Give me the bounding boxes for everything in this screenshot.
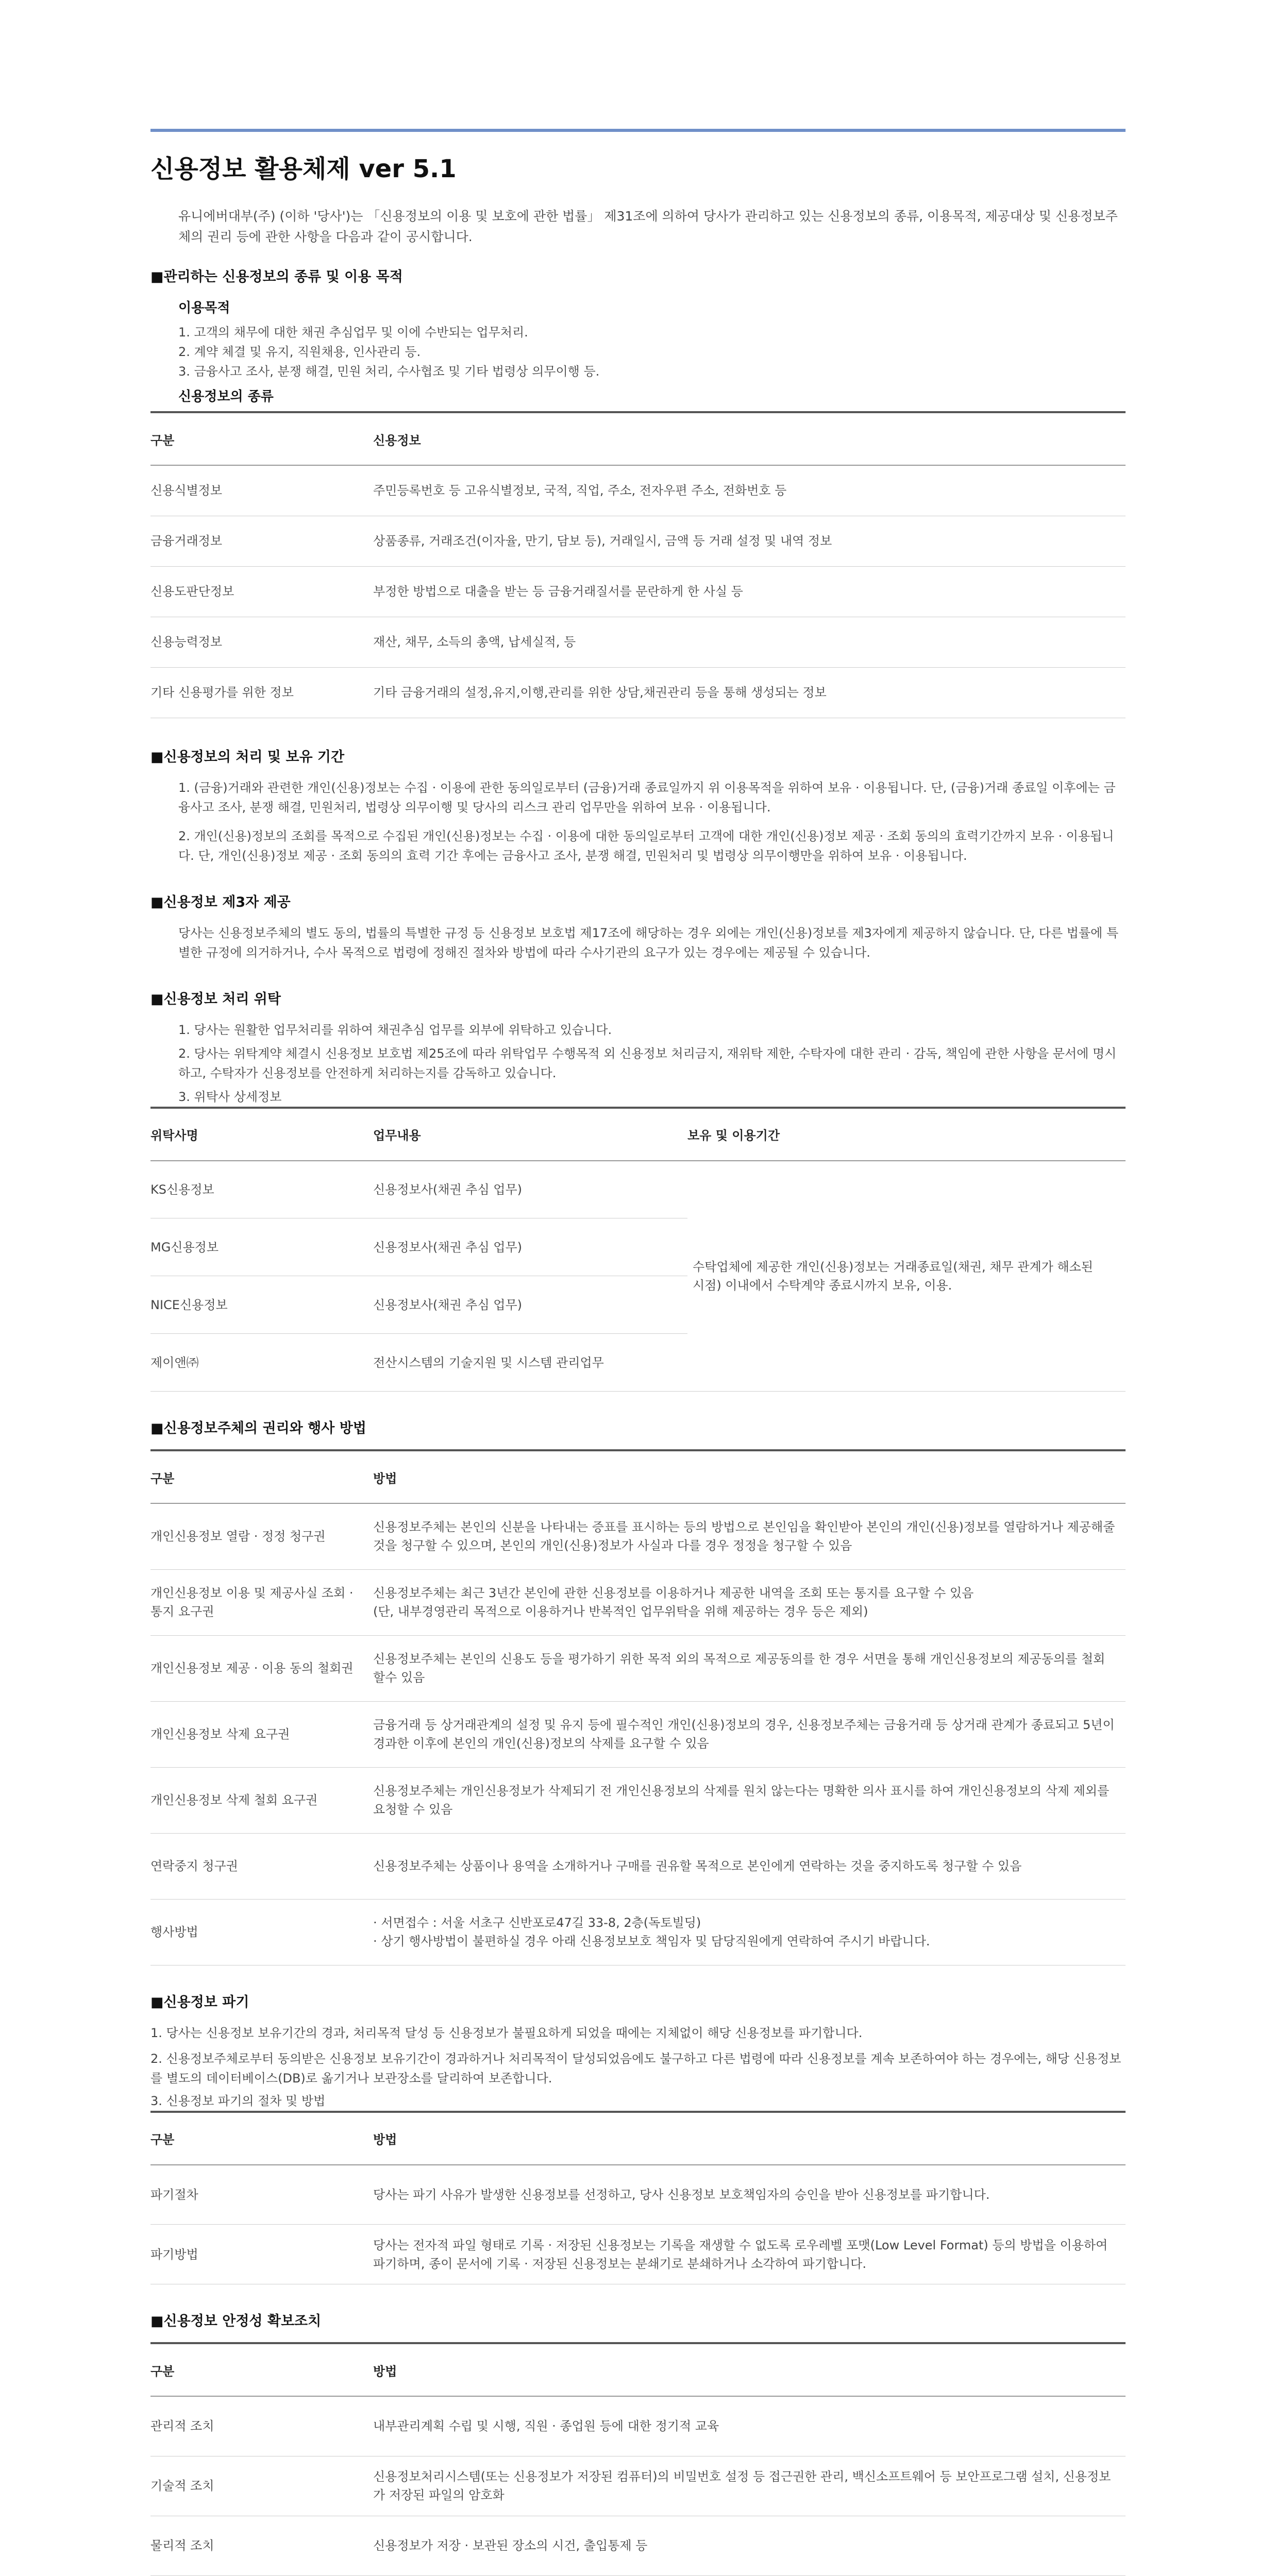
table-header: 구분 bbox=[150, 412, 373, 465]
table-cell: 당사는 전자적 파일 형태로 기록 · 저장된 신용정보는 기록을 재생할 수 없도록 로우레벨 포맷(Low Level Format) 등의 방법을 이용하여 파기하며, 종이 문서에 기록 · 저장된 신용정보는 분쇄기로 분쇄하거나 소각하여 파기합니다. bbox=[373, 2225, 1126, 2284]
security-table bbox=[150, 2342, 1126, 2576]
table-row bbox=[150, 1767, 1126, 1833]
table-row bbox=[150, 2225, 1126, 2284]
section-heading-rights: ■신용정보주체의 권리와 행사 방법 bbox=[150, 1420, 366, 1436]
table-cell: 신용정보주체는 상품이나 용역을 소개하거나 구매를 권유할 목적으로 본인에게 연락하는 것을 중지하도록 청구할 수 있음 bbox=[373, 1833, 1126, 1899]
table-cell: 물리적 조치 bbox=[150, 2516, 373, 2575]
table-header: 방법 bbox=[373, 1450, 1126, 1503]
table-cell: 신용정보처리시스템(또는 신용정보가 저장된 컴퓨터)의 비밀번호 설정 등 접근권한 관리, 백신소프트웨어 등 보안프로그램 설치, 신용정보가 저장된 파일의 암호화 bbox=[373, 2456, 1126, 2516]
table-cell: 신용정보주체는 본인의 신분을 나타내는 증표를 표시하는 등의 방법으로 본인임을 확인받아 본인의 개인(신용)정보를 열람하거나 제공해줄 것을 청구할 수 있으며, 본인의 개인(신용)정보가 사실과 다를 경우 정정을 청구할 수 있음 bbox=[373, 1503, 1126, 1569]
policy-page bbox=[150, 129, 1126, 2576]
table-cell: 전산시스템의 기술지원 및 시스템 관리업무 bbox=[373, 1334, 687, 1392]
list-item: 1. 당사는 원활한 업무처리를 위하여 채권추심 업무를 외부에 위탁하고 있습니다. bbox=[178, 1022, 612, 1037]
table-cell: 개인신용정보 삭제 요구권 bbox=[150, 1701, 373, 1767]
top-divider bbox=[150, 129, 1126, 132]
table-cell: 개인신용정보 열람 · 정정 청구권 bbox=[150, 1503, 373, 1569]
table-cell: NICE신용정보 bbox=[150, 1276, 373, 1334]
table-cell: 부정한 방법으로 대출을 받는 등 금융거래질서를 문란하게 한 사실 등 bbox=[373, 566, 1126, 617]
table-cell: 관리적 조치 bbox=[150, 2396, 373, 2456]
table-row bbox=[150, 465, 1126, 516]
section-heading-security: ■신용정보 안정성 확보조치 bbox=[150, 2313, 322, 2329]
outsourcing-list bbox=[150, 1020, 1126, 1107]
table-row bbox=[150, 1569, 1126, 1635]
table-cell: 신용도판단정보 bbox=[150, 566, 373, 617]
section-heading-destruction: ■신용정보 파기 bbox=[150, 1994, 249, 2010]
destruction-p2: 2. 신용정보주체로부터 동의받은 신용정보 보유기간이 경과하거나 처리목적이 달성되었음에도 불구하고 다른 법령에 따라 신용정보를 계속 보존하여야 하는 경우에는, 해당 신용정보를 별도의 데이터베이스(DB)로 옮기거나 보관장소를 달리하여 보존합니다. bbox=[150, 2051, 1121, 2086]
table-cell: 신용정보가 저장 · 보관된 장소의 시건, 출입통제 등 bbox=[373, 2516, 1126, 2575]
table-header: 구분 bbox=[150, 2112, 373, 2165]
list-item: 3. 위탁사 상세정보 bbox=[178, 1089, 282, 1104]
table-row bbox=[150, 1833, 1126, 1899]
purpose-list bbox=[150, 323, 1126, 381]
retention-p2: 2. 개인(신용)정보의 조회를 목적으로 수집된 개인(신용)정보는 수집 · 이용에 대한 동의일로부터 고객에 대한 개인(신용)정보 제공 · 조회 동의의 효력기간까지 보유 · 이용됩니다. 단, 개인(신용)정보 제공 · 조회 동의의 효력 기간 후에는 금융사고 조사, 분쟁 해결, 민원처리 및 법령상 의무이행만을 위하여 보유 · 이용됩니다. bbox=[178, 828, 1114, 863]
table-cell: 개인신용정보 제공 · 이용 동의 철회권 bbox=[150, 1635, 373, 1701]
third-party-text: 당사는 신용정보주체의 별도 동의, 법률의 특별한 규정 등 신용정보 보호법 제17조에 해당하는 경우 외에는 개인(신용)정보를 제3자에게 제공하지 않습니다. 단, 다른 법률에 특별한 규정에 의거하거나, 수사 목적으로 법령에 정해진 절차와 방법에 따라 수사기관의 요구가 있는 경우에는 제공될 수 있습니다. bbox=[178, 925, 1119, 960]
table-row bbox=[150, 2396, 1126, 2456]
table-cell: 당사는 파기 사유가 발생한 신용정보를 선정하고, 당사 신용정보 보호책임자의 승인을 받아 신용정보를 파기합니다. bbox=[373, 2165, 1126, 2225]
outsourcing-table bbox=[150, 1107, 1126, 1392]
table-header: 업무내용 bbox=[373, 1108, 687, 1161]
destruction-p3: 3. 신용정보 파기의 절차 및 방법 bbox=[150, 2093, 326, 2108]
section-heading-third-party: ■신용정보 제3자 제공 bbox=[150, 894, 291, 910]
section-heading-types: ■관리하는 신용정보의 종류 및 이용 목적 bbox=[150, 269, 403, 285]
rights-table bbox=[150, 1449, 1126, 1965]
table-cell: 신용정보사(채권 추심 업무) bbox=[373, 1276, 687, 1334]
table-cell: 기술적 조치 bbox=[150, 2456, 373, 2516]
table-cell: · 서면접수 : 서울 서초구 신반포로47길 33-8, 2층(독토빌딩) · 상기 행사방법이 불편하실 경우 아래 신용정보보호 책임자 및 담당직원에게 연락하여 주시기 바랍니다. bbox=[373, 1899, 1126, 1965]
info-types-table bbox=[150, 411, 1126, 718]
table-cell: 금융거래 등 상거래관계의 설정 및 유지 등에 필수적인 개인(신용)정보의 경우, 신용정보주체는 금융거래 등 상거래 관계가 종료되고 5년이 경과한 이후에 본인의 개인(신용)정보의 삭제를 요구할 수 있음 bbox=[373, 1701, 1126, 1767]
table-cell: 연락중지 청구권 bbox=[150, 1833, 373, 1899]
section-heading-retention: ■신용정보의 처리 및 보유 기간 bbox=[150, 749, 345, 765]
table-cell: 파기절차 bbox=[150, 2165, 373, 2225]
table-header: 방법 bbox=[373, 2112, 1126, 2165]
table-cell: 재산, 채무, 소득의 총액, 납세실적, 등 bbox=[373, 617, 1126, 667]
table-row bbox=[150, 1635, 1126, 1701]
table-cell: 기타 금융거래의 설정,유지,이행,관리를 위한 상담,채권관리 등을 통해 생성되는 정보 bbox=[373, 667, 1126, 718]
table-row bbox=[150, 516, 1126, 566]
list-item: 2. 당사는 위탁계약 체결시 신용정보 보호법 제25조에 따라 위탁업무 수행목적 외 신용정보 처리금지, 재위탁 제한, 수탁자에 대한 관리 · 감독, 책임에 관한 사항을 문서에 명시하고, 수탁자가 신용정보를 안전하게 처리하는지를 감독하고 있습니다. bbox=[178, 1046, 1117, 1080]
table-cell: 내부관리계획 수립 및 시행, 직원 · 종업원 등에 대한 정기적 교육 bbox=[373, 2396, 1126, 2456]
table-cell: 파기방법 bbox=[150, 2225, 373, 2284]
destruction-table bbox=[150, 2111, 1126, 2285]
table-row bbox=[150, 2456, 1126, 2516]
table-cell: 상품종류, 거래조건(이자율, 만기, 담보 등), 거래일시, 금액 등 거래 설정 및 내역 정보 bbox=[373, 516, 1126, 566]
table-cell: 신용식별정보 bbox=[150, 465, 373, 516]
table-cell: MG신용정보 bbox=[150, 1218, 373, 1276]
table-cell: 신용정보주체는 최근 3년간 본인에 관한 신용정보를 이용하거나 제공한 내역을 조회 또는 통지를 요구할 수 있음 (단, 내부경영관리 목적으로 이용하거나 반복적인 업무위탁을 위해 제공하는 경우 등은 제외) bbox=[373, 1569, 1126, 1635]
retention-cell: 수탁업체에 제공한 개인(신용)정보는 거래종료일(채권, 채무 관계가 해소된 시점) 이내에서 수탁계약 종료시까지 보유, 이용. bbox=[687, 1161, 1126, 1392]
table-row bbox=[150, 667, 1126, 718]
table-header: 위탁사명 bbox=[150, 1108, 373, 1161]
table-header: 보유 및 이용기간 bbox=[687, 1108, 1126, 1161]
purpose-title: 이용목적 bbox=[178, 300, 230, 316]
table-cell: 금융거래정보 bbox=[150, 516, 373, 566]
table-cell: 제이앤㈜ bbox=[150, 1334, 373, 1392]
table-row bbox=[150, 1701, 1126, 1767]
table-row bbox=[150, 1899, 1126, 1965]
table-cell: 기타 신용평가를 위한 정보 bbox=[150, 667, 373, 718]
table-cell: 신용능력정보 bbox=[150, 617, 373, 667]
table-header: 방법 bbox=[373, 2343, 1126, 2396]
table-row bbox=[150, 566, 1126, 617]
table-cell: 개인신용정보 삭제 철회 요구권 bbox=[150, 1767, 373, 1833]
table-cell: 신용정보사(채권 추심 업무) bbox=[373, 1218, 687, 1276]
page-title: 신용정보 활용체제 ver 5.1 bbox=[150, 155, 457, 183]
table-header: 신용정보 bbox=[373, 412, 1126, 465]
table-cell: 주민등록번호 등 고유식별정보, 국적, 직업, 주소, 전자우편 주소, 전화번호 등 bbox=[373, 465, 1126, 516]
intro-text: 유니에버대부(주) (이하 '당사')는 「신용정보의 이용 및 보호에 관한 법률」 제31조에 의하여 당사가 관리하고 있는 신용정보의 종류, 이용목적, 제공대상 및 신용정보주체의 권리 등에 관한 사항을 다음과 같이 공시합니다. bbox=[178, 209, 1118, 244]
list-item: 3. 금융사고 조사, 분쟁 해결, 민원 처리, 수사협조 및 기타 법령상 의무이행 등. bbox=[178, 364, 600, 379]
table-row bbox=[150, 1503, 1126, 1569]
retention-p1: 1. (금융)거래와 관련한 개인(신용)정보는 수집 · 이용에 관한 동의일로부터 (금융)거래 종료일까지 위 이용목적을 위하여 보유 · 이용됩니다. 단, (금융)거래 종료일 이후에는 금융사고 조사, 분쟁 해결, 민원처리, 법령상 의무이행 및 당사의 리스크 관리 업무만을 위하여 보유 · 이용됩니다. bbox=[178, 780, 1116, 815]
table-header: 구분 bbox=[150, 1450, 373, 1503]
section-heading-outsourcing: ■신용정보 처리 위탁 bbox=[150, 991, 281, 1007]
table-row bbox=[150, 2516, 1126, 2575]
table-cell: 신용정보주체는 개인신용정보가 삭제되기 전 개인신용정보의 삭제를 원치 않는다는 명확한 의사 표시를 하여 개인신용정보의 삭제 제외를 요청할 수 있음 bbox=[373, 1767, 1126, 1833]
table-cell: 개인신용정보 이용 및 제공사실 조회 · 통지 요구권 bbox=[150, 1569, 373, 1635]
table-cell: KS신용정보 bbox=[150, 1161, 373, 1218]
list-item: 1. 고객의 채무에 대한 채권 추심업무 및 이에 수반되는 업무처리. bbox=[178, 325, 528, 340]
table-cell: 행사방법 bbox=[150, 1899, 373, 1965]
table-cell: 신용정보사(채권 추심 업무) bbox=[373, 1161, 687, 1218]
table-row bbox=[150, 617, 1126, 667]
types-title: 신용정보의 종류 bbox=[178, 389, 274, 404]
table-row bbox=[150, 2165, 1126, 2225]
list-item: 2. 계약 체결 및 유지, 직원채용, 인사관리 등. bbox=[178, 345, 421, 359]
table-header: 구분 bbox=[150, 2343, 373, 2396]
destruction-p1: 1. 당사는 신용정보 보유기간의 경과, 처리목적 달성 등 신용정보가 불필요하게 되었을 때에는 지체없이 해당 신용정보를 파기합니다. bbox=[150, 2025, 863, 2040]
table-row bbox=[150, 1161, 1126, 1218]
table-cell: 신용정보주체는 본인의 신용도 등을 평가하기 위한 목적 외의 목적으로 제공동의를 한 경우 서면을 통해 개인신용정보의 제공동의를 철회할수 있음 bbox=[373, 1635, 1126, 1701]
